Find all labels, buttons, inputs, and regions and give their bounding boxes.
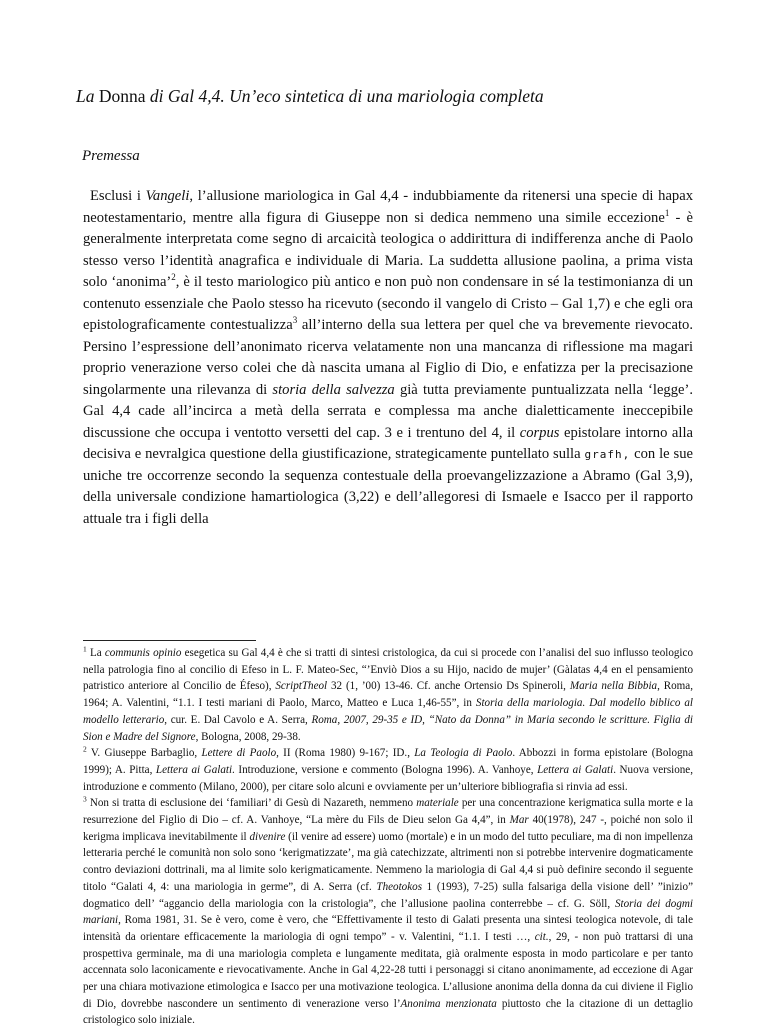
footnote-text: , Roma 1981, 31. Se è vero, come è vero, che “Effettivamente il testo di Galati presenta una sintesi teologica notevole, di tale intensità da orientare efficacemente la mariologia di ogni tempo” - v. Valentini, “1.1. I testi …, bbox=[83, 914, 693, 943]
footnote-text: . Abbozzi in forma epistolare (Bologna 1999); A. Pitta, bbox=[83, 747, 694, 776]
footnote-text: Non si tratta di esclusione dei ‘familiari’ di Gesù di Nazareth, nemmeno bbox=[86, 797, 417, 810]
footnote-italic: Storia della mariologia. Dal modello biblico al modello letterario bbox=[83, 697, 693, 726]
footnote-text: II (Roma 1980) 9-167; ID., bbox=[278, 747, 415, 760]
footnote-text: V. Giuseppe Barbaglio, bbox=[86, 747, 202, 760]
title-part-1: La bbox=[76, 86, 99, 106]
footnote-text: piuttosto che la citazione di un dettaglio cristologico solo iniziale. bbox=[83, 997, 693, 1027]
footnote-text: esegetica su Gal 4,4 è che si tratti di sintesi cristologica, da cui si procede con l’analisi del suo influsso teologico nella patrologia fino al concilio di Efeso in L. F. Mateo-Sec, “’Enviò Dios a su Hijo, nacido de mujer’ (Gàlatas 4,4 en el pensamiento patristico anteriore al Concilio de Éfeso), bbox=[83, 647, 693, 693]
body-text: epistolare intorno alla decisiva e nevralgica questione della giustificazione, strategicamente puntellato sulla bbox=[83, 424, 693, 462]
footnote-ref-3[interactable]: 3 bbox=[292, 315, 298, 326]
title-part-3: di Gal 4,4. Un’eco sintetica di una mariologia completa bbox=[145, 86, 544, 106]
footnote-italic: Lettere di Paolo, bbox=[201, 747, 279, 760]
footnote-2 bbox=[83, 745, 693, 795]
footnote-text: , Bologna, 2008, 29-38. bbox=[195, 730, 301, 743]
footnote-italic: Mar bbox=[509, 814, 529, 827]
footnote-number: 1 bbox=[83, 644, 87, 654]
footnote-italic: Lettera ai Galati bbox=[537, 763, 614, 776]
footnote-1 bbox=[83, 645, 693, 745]
footnote-italic: materiale bbox=[416, 797, 459, 810]
body-text: già tutta previamente puntualizzata nella ‘legge’. Gal 4,4 cade all’incirca a metà della serrata e complessa ma anche dialetticamente ineccepibile discussione che occupa i ventotto versetti del cap. 3 e i trentuno del 4, il bbox=[83, 381, 694, 441]
body-italic-vangeli: Vangeli bbox=[145, 188, 190, 204]
body-text: , è il testo mariologico più antico e non può non condensare in sé la testimonianza di un contenuto essenziale che Paolo stesso ha ricevuto (secondo il vangelo di Cristo – Gal 1,7) e che egli ora epistolograficamente contestualizza bbox=[83, 274, 694, 333]
section-heading: Premessa bbox=[82, 148, 140, 164]
footnote-text: , Roma, 1964; A. Valentini, “1.1. I testi mariani di Paolo, Marco, Matteo e Luca 1,46-55”, in bbox=[83, 680, 693, 710]
footnote-italic: divenire bbox=[249, 830, 286, 843]
footnote-italic: Storia dei dogmi mariani bbox=[83, 897, 693, 927]
footnote-italic: Maria nella Bibbia bbox=[569, 680, 658, 693]
body-text: , l’allusione mariologica in Gal 4,4 - indubbiamente da ritenersi una specie di hapax neotestamentario, mentre alla figura di Giuseppe non si dedica nemmeno una simile eccezione bbox=[83, 188, 693, 226]
footnote-text: . Introduzione, versione e commento (Bologna 1996). A. Vanhoye, bbox=[232, 763, 538, 776]
body-italic-storia: storia della salvezza bbox=[272, 381, 395, 398]
footnote-italic: ScriptTheol bbox=[275, 680, 328, 693]
footnote-text: per una concentrazione kerigmatica sulla morte e la resurrezione del Figlio di Dio – cf. A. Vanhoye, “La mère du Fils de Dieu selon Ga 4,4”, in bbox=[83, 797, 693, 827]
body-text: con le sue uniche tre occorrenze secondo la sequenza contestuale della proevangelizzazione a Abramo (Gal 3,9), della universale condizione hamartiologica (3,22) e dell’allegoresi di Ismaele e Isacco per il rapporto attuale tra i figli della bbox=[83, 446, 693, 527]
body-text: Esclusi i bbox=[90, 188, 146, 204]
footnote-italic: Theotokos bbox=[376, 880, 423, 893]
body-italic-corpus: corpus bbox=[519, 424, 560, 441]
page-title bbox=[76, 86, 716, 107]
footnote-text: , 29, - non può trattarsi di una prospettiva germinale, ma di una mariologia completa e lungamente meditata, già oralmente esposta in modo particolare e per tanto accennata solo laconicamente e rievocativamente. Anche in Gal 4,22-28 tutti i personaggi si citano anonimamente, ad eccezione di Agar per una chiara motivazione etimologica e Isacco per una motivazione teologica. L’allusione anonima della donna da cui diviene il Figlio di Dio, dovrebbe nascondere un sentimento di venerazione verso l’ bbox=[83, 930, 694, 1010]
footnote-number: 3 bbox=[83, 794, 87, 804]
footnote-divider bbox=[83, 640, 256, 641]
footnote-ref-2[interactable]: 2 bbox=[171, 272, 176, 283]
footnote-text: 40(1978), 247 -, poiché non solo il kerigma implicava inevitabilmente il bbox=[83, 814, 693, 843]
footnote-text: , cur. E. Dal Cavolo e A. Serra bbox=[164, 713, 306, 726]
footnote-text: 1 (1993), 7-25) sulla falsariga della visione dell’ ”inizio” dogmatico dell’ “aggancio della mariologia con la cristologia”, che l’allusione paolina conterrebbe – cf. G. Söll, bbox=[83, 880, 693, 910]
body-text: - è generalmente interpretata come segno di arcaicità teologica o addirittura di indifferenza anche di Paolo stesso verso l’identità anagrafica e individuale di Maria. La suddetta allusione paolina, a prima vista solo ‘anonima’ bbox=[83, 209, 693, 290]
footnote-text: (il venire ad essere) uomo (mortale) e in un modo del tutto peculiare, ma di non impellenza letteraria perché le comunità non solo sono ‘kerigmatizzate’, ma già catechizzate, altrimenti non si potrebbe intervenire dogmaticamente contro deviazioni dottrinali, ma al limite solo kerigmaticamente. Nemmeno la mariologia di Gal 4,4 si può definire secondo il seguente titolo “Galati 4, 4: una mariologia in germe”, di A. Serra (cf. bbox=[83, 830, 693, 893]
footnote-italic: Anonima menzionata bbox=[400, 997, 497, 1010]
footnote-italic: La Teologia di Paolo bbox=[414, 747, 513, 760]
footnote-italic: Maria secondo le scritture. Figlia di Sion e Madre del Signore bbox=[83, 713, 693, 743]
footnote-ref-1[interactable]: 1 bbox=[664, 207, 670, 218]
body-paragraph bbox=[83, 186, 693, 530]
footnote-number: 2 bbox=[83, 744, 87, 754]
footnote-text: 32 (1, ’00) 13-46. Cf. anche Ortensio Ds Spineroli, bbox=[327, 680, 570, 693]
title-part-2: Donna bbox=[98, 86, 146, 106]
body-text: all’interno della sua lettera per quel che va brevemente rievocato. Persino l’espressione dell’anonimato ricerva velatamente non una mancanza di riflessione ma magari proprio venerazione verso colei che dà nascita umana al Figlio di Dio, e enfatizza per la precisazione singolarmente una rilevanza di bbox=[83, 317, 693, 398]
footnote-italic: Lettera ai Galati bbox=[155, 763, 233, 776]
footnote-italic: , Roma, 2007, 29-35 e ID, “Nato da Donna” in bbox=[305, 713, 527, 726]
footnotes bbox=[83, 645, 693, 1029]
footnote-italic: communis opinio bbox=[104, 647, 182, 659]
footnote-text: La bbox=[86, 647, 105, 659]
footnote-italic: cit. bbox=[534, 930, 549, 943]
greek-term: grafh, bbox=[584, 448, 631, 461]
footnote-text: . Nuova versione, introduzione e commento (Milano, 2000), per citare solo alcuni e ovviamente per un’ulteriore bibliografia si rinvia ad essi. bbox=[83, 763, 694, 793]
